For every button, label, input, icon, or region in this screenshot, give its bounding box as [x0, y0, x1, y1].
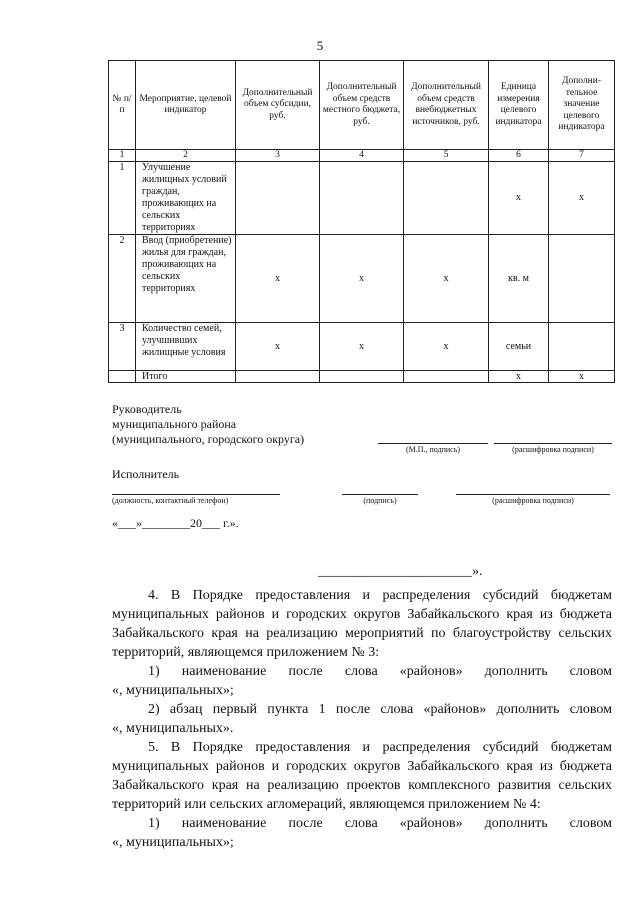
caption-sign: (подпись) [363, 496, 397, 505]
signature-line [378, 443, 488, 444]
table-row [109, 235, 615, 323]
page-number: 5 [316, 38, 324, 53]
table-cell: x [549, 371, 615, 383]
head-title [112, 402, 304, 447]
paragraph-line: Забайкальского края на реализацию проектов комплексного развития сельских [112, 778, 612, 793]
column-number-row [109, 150, 615, 162]
table-cell [549, 323, 615, 371]
table-cell: x [320, 235, 404, 323]
paragraph-line: «, муниципальных»; [112, 683, 234, 698]
signature-line [456, 494, 610, 495]
column-number: 1 [109, 150, 136, 162]
caption-decode: (расшифровка подписи) [492, 496, 574, 505]
table-cell [320, 162, 404, 235]
table-cell: x [549, 162, 615, 235]
closing-line: ______________________». [318, 564, 483, 579]
table-cell: семьи [489, 323, 549, 371]
caption-position: (должность, контактный телефон) [112, 496, 229, 505]
table-cell: x [404, 323, 489, 371]
paragraph-line: «, муниципальных». [112, 721, 234, 736]
table-row [109, 162, 615, 235]
indicators-table [108, 60, 615, 383]
paragraph-line: муниципальных районов и городских округов Забайкальского края из бюджета [112, 759, 612, 774]
header-cell: Единица измерения целевого индикатора [489, 61, 549, 150]
table-cell: кв. м [489, 235, 549, 323]
paragraph-line: 5. В Порядке предоставления и распределения субсидий бюджетам [148, 740, 612, 755]
caption-decode: (расшифровка подписи) [512, 445, 594, 454]
paragraph-line: муниципальных районов и городских округов Забайкальского края из бюджета [112, 607, 612, 622]
paragraph-line: 1) наименование после слова «районов» дополнить словом [148, 816, 612, 831]
row-number: 1 [109, 162, 136, 235]
table-header-row [109, 61, 615, 150]
signature-line [342, 494, 418, 495]
row-number: 3 [109, 323, 136, 371]
header-cell: № п/п [109, 61, 136, 150]
row-name: Количество семей, улучшивших жилищные условия [136, 323, 236, 371]
table-cell [236, 162, 320, 235]
column-number: 2 [136, 150, 236, 162]
paragraph-line: 4. В Порядке предоставления и распределения субсидий бюджетам [148, 588, 612, 603]
paragraph-line: территорий, являющемся приложением № 3: [112, 645, 380, 660]
row-name: Улучшение жилищных условий граждан, проживающих на сельских территориях [136, 162, 236, 235]
executor-label: Исполнитель [112, 467, 180, 481]
total-label: Итого [136, 371, 236, 383]
signature-line [112, 494, 280, 495]
signature-line [494, 443, 612, 444]
date-line: «___»________20___ г.». [112, 516, 239, 530]
caption-mp-sign: (М.П., подпись) [405, 445, 461, 454]
paragraph-line: «, муниципальных»; [112, 835, 234, 850]
paragraph-line: территорий или сельских агломераций, являющемся приложением № 4: [112, 797, 541, 812]
table-cell: x [404, 235, 489, 323]
total-row [109, 371, 615, 383]
paragraph-line: 2) абзац первый пункта 1 после слова «районов» дополнить словом [148, 702, 612, 717]
paragraph-line: Забайкальского края на реализацию мероприятий по благоустройству сельских [112, 626, 612, 641]
paragraph-line: 1) наименование после слова «районов» дополнить словом [148, 664, 612, 679]
table-cell: x [236, 235, 320, 323]
head-line: (муниципального, городского округа) [112, 432, 305, 446]
column-number: 7 [549, 150, 615, 162]
table-cell [404, 162, 489, 235]
table-cell: x [489, 162, 549, 235]
header-cell: Дополни-тельное значение целевого индикатора [549, 61, 615, 150]
table-cell [236, 371, 320, 383]
column-number: 4 [320, 150, 404, 162]
table-cell: x [489, 371, 549, 383]
table-cell [320, 371, 404, 383]
table-row [109, 323, 615, 371]
table-cell: x [320, 323, 404, 371]
table-cell [109, 371, 136, 383]
header-cell: Мероприятие, целевой индикатор [136, 61, 236, 150]
head-line: Руководитель [112, 402, 182, 416]
column-number: 3 [236, 150, 320, 162]
column-number: 5 [404, 150, 489, 162]
header-cell: Дополнительный объем средств местного бюджета, руб. [320, 61, 404, 150]
head-line: муниципального района [112, 417, 237, 431]
header-cell: Дополнительный объем средств внебюджетных источников, руб. [404, 61, 489, 150]
table-cell: x [236, 323, 320, 371]
row-number: 2 [109, 235, 136, 323]
table-cell [404, 371, 489, 383]
table-cell [549, 235, 615, 323]
column-number: 6 [489, 150, 549, 162]
row-name: Ввод (приобретение) жилья для граждан, проживающих на сельских территориях [136, 235, 236, 323]
header-cell: Дополнительный объем субсидии, руб. [236, 61, 320, 150]
